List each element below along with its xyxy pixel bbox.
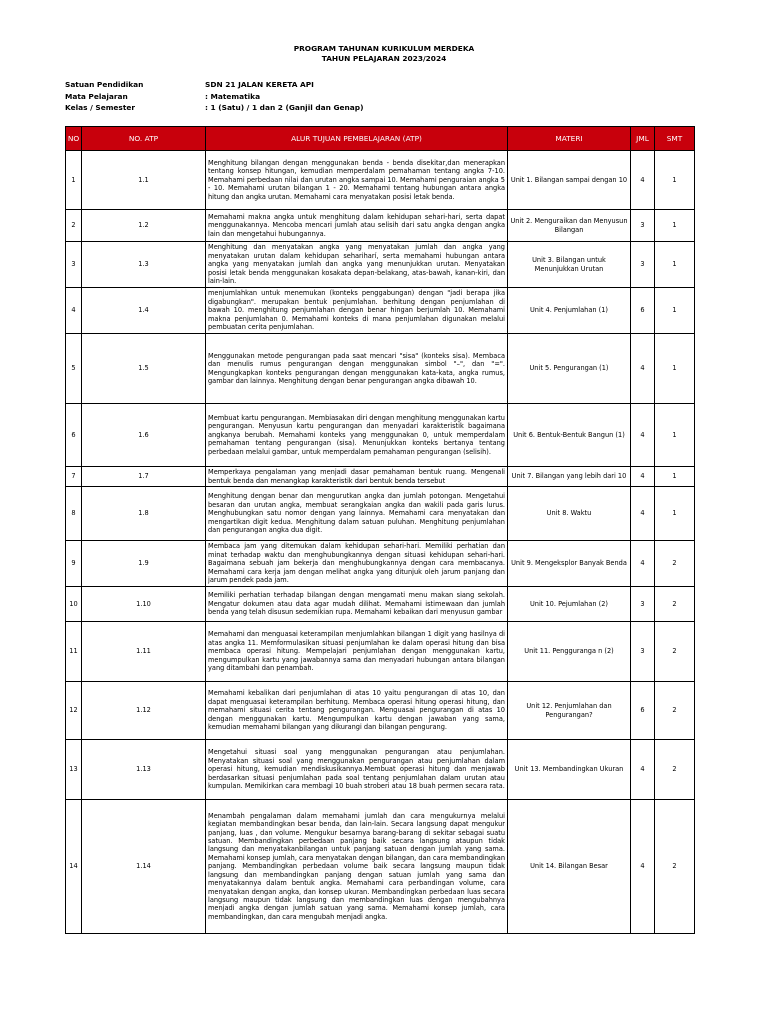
table-row bbox=[66, 740, 695, 800]
row-jml: 4 bbox=[631, 334, 655, 404]
table-header-row bbox=[66, 127, 695, 151]
row-no: 13 bbox=[66, 740, 82, 800]
row-jml: 6 bbox=[631, 682, 655, 740]
header-jml: JML bbox=[631, 127, 655, 151]
row-no: 7 bbox=[66, 467, 82, 487]
meta-value: : Matematika bbox=[205, 91, 261, 101]
row-jml: 4 bbox=[631, 541, 655, 587]
row-atp-number: 1.14 bbox=[82, 800, 206, 934]
meta-label: Mata Pelajaran bbox=[65, 91, 128, 101]
row-no: 11 bbox=[66, 622, 82, 682]
row-atp-number: 1.2 bbox=[82, 210, 206, 242]
row-alur-text bbox=[206, 587, 508, 622]
alur-text: Mengetahui situasi soal yang menggunakan pengurangan atau penjumlahan. Menyatakan situasi soal yang menggunakan pengurangan atau penjumlahan dalam operasi hitung, kemudian mendiskusikannya.Membuat operasi hitung dan menjawab berdasarkan situasi penjumlahan pada soal tentang penjumlahan dalam urutan atau kumpulan. Memikirkan cara membagi 10 buah stroberi atau 18 buah permen secara rata. bbox=[208, 748, 505, 791]
row-materi: Unit 5. Pengurangan (1) bbox=[508, 334, 631, 404]
row-atp-number: 1.4 bbox=[82, 288, 206, 334]
row-jml: 3 bbox=[631, 242, 655, 288]
row-atp-number: 1.1 bbox=[82, 151, 206, 210]
row-alur-text bbox=[206, 242, 508, 288]
meta-row-class bbox=[65, 102, 363, 114]
alur-text: Menghitung dengan benar dan mengurutkan angka dan jumlah potongan. Mengetahui besaran dan urutan angka, membuat serangkaian angka dan wakili pada garis lurus. Menghubungkan satu nomor dengan yang lainnya. Memahami cara menyatakan dan mengartikan digit kedua. Menghitung dalam satuan puluhan. Menghitung penjumlahan dan pengurangan angka dua digit. bbox=[208, 492, 505, 535]
table-row bbox=[66, 467, 695, 487]
row-smt: 1 bbox=[655, 404, 695, 467]
alur-text: Memahami kebalikan dari penjumlahan di atas 10 yaitu pengurangan di atas 10, dan dapat menguasai keterampilan berhitung. Membaca operasi hitung operasi hitung, dan memahami situasi cerita tentang pengurangan. Menguasai pengurangan di atas 10 dengan menggunakan kartu. Mengumpulkan kartu dengan jawaban yang sama, kemudian memahami bilangan yang dikurangi dan bilangan pengurang. bbox=[208, 689, 505, 732]
row-atp-number: 1.8 bbox=[82, 487, 206, 541]
row-smt: 2 bbox=[655, 541, 695, 587]
row-no: 14 bbox=[66, 800, 82, 934]
row-atp-number: 1.10 bbox=[82, 587, 206, 622]
row-materi: Unit 11. Pengguranga n (2) bbox=[508, 622, 631, 682]
row-jml: 4 bbox=[631, 151, 655, 210]
row-alur-text bbox=[206, 210, 508, 242]
doc-title: PROGRAM TAHUNAN KURIKULUM MERDEKA bbox=[293, 44, 475, 53]
alur-text: menjumlahkan untuk menemukan (konteks penggabungan) dengan "jadi berapa jika digabungkan". merupakan bentuk penjumlahan. berhitung dengan penjumlahan di bawah 10. menghitung penjumlahan dengan benar hingan berjumlah 10. Memahami makna penjumlahan 0. Memahami konteks di mana penjumlahan digunakan melalui pembuatan cerita penjumlahan. bbox=[208, 289, 505, 332]
row-materi: Unit 9. Mengeksplor Banyak Benda bbox=[508, 541, 631, 587]
table-row bbox=[66, 800, 695, 934]
row-atp-number: 1.7 bbox=[82, 467, 206, 487]
alur-text: Memiliki perhatian terhadap bilangan dengan mengamati menu makan siang sekolah. Mengatur dokumen atau data agar mudah dilihat. Memahami istimewaan dan jumlah benda yang telah disusun sedemikian rupa. Memahami kebaikan dari menyusun gambar bbox=[208, 591, 505, 617]
row-jml: 3 bbox=[631, 210, 655, 242]
row-no: 2 bbox=[66, 210, 82, 242]
row-alur-text bbox=[206, 487, 508, 541]
row-materi: Unit 8. Waktu bbox=[508, 487, 631, 541]
row-alur-text bbox=[206, 288, 508, 334]
row-no: 12 bbox=[66, 682, 82, 740]
table-row bbox=[66, 242, 695, 288]
row-materi: Unit 6. Bentuk-Bentuk Bangun (1) bbox=[508, 404, 631, 467]
row-atp-number: 1.5 bbox=[82, 334, 206, 404]
row-alur-text bbox=[206, 800, 508, 934]
row-alur-text bbox=[206, 682, 508, 740]
table-row bbox=[66, 487, 695, 541]
row-materi: Unit 13. Membandingkan Ukuran bbox=[508, 740, 631, 800]
doc-meta bbox=[65, 79, 363, 114]
row-jml: 4 bbox=[631, 487, 655, 541]
table-row bbox=[66, 404, 695, 467]
table-row bbox=[66, 151, 695, 210]
row-atp-number: 1.13 bbox=[82, 740, 206, 800]
row-atp-number: 1.9 bbox=[82, 541, 206, 587]
row-smt: 2 bbox=[655, 740, 695, 800]
table-row bbox=[66, 288, 695, 334]
row-atp-number: 1.3 bbox=[82, 242, 206, 288]
alur-text: Menggunakan metode pengurangan pada saat mencari "sisa" (konteks sisa). Membaca dan menulis rumus pengurangan dengan menggunakan simbol "–", dan "=". Mengungkapkan konteks pengurangan dengan menggunakan kata-kata, angka rumus, gambar dan lainnya. Menghitung dengan benar pengurangan angka dibawah 10. bbox=[208, 351, 505, 385]
table-row bbox=[66, 682, 695, 740]
row-jml: 3 bbox=[631, 587, 655, 622]
row-materi: Unit 12. Penjumlahan dan Pengurangan? bbox=[508, 682, 631, 740]
row-jml: 4 bbox=[631, 404, 655, 467]
row-no: 9 bbox=[66, 541, 82, 587]
row-alur-text bbox=[206, 334, 508, 404]
meta-value: SDN 21 JALAN KERETA API bbox=[205, 80, 314, 89]
row-alur-text bbox=[206, 467, 508, 487]
table-row bbox=[66, 210, 695, 242]
row-materi: Unit 3. Bilangan untuk Menunjukkan Urutan bbox=[508, 242, 631, 288]
alur-text: Memahami makna angka untuk menghitung dalam kehidupan sehari-hari, serta dapat menggunakannya. Mencoba mencari jumlah atau selisih dari satu angka dengan angka lain dan mengetahui hubungannya. bbox=[208, 212, 505, 238]
row-smt: 1 bbox=[655, 334, 695, 404]
row-materi: Unit 4. Penjumlahan (1) bbox=[508, 288, 631, 334]
meta-value: : 1 (Satu) / 1 dan 2 (Ganjil dan Genap) bbox=[205, 103, 364, 112]
row-materi: Unit 14. Bilangan Besar bbox=[508, 800, 631, 934]
row-materi: Unit 1. Bilangan sampai dengan 10 bbox=[508, 151, 631, 210]
row-jml: 4 bbox=[631, 740, 655, 800]
row-alur-text bbox=[206, 404, 508, 467]
row-materi: Unit 10. Pejumlahan (2) bbox=[508, 587, 631, 622]
meta-row-school bbox=[65, 79, 363, 91]
header-materi: MATERI bbox=[508, 127, 631, 151]
header-smt: SMT bbox=[655, 127, 695, 151]
row-smt: 1 bbox=[655, 210, 695, 242]
alur-text: Menambah pengalaman dalam memahami jumlah dan cara mengukurnya melalui kegiatan membandingkan besar benda, dan lain-lain. Secara langsung dapat mengukur panjang, luas , dan volume. Mengukur besarnya barang-barang di sekitar sebagai suatu satuan. Membandingkan perbedaan panjang baik secara langsung ataupun tidak langsung dan menyatakanbilangan untuk panjang satuan dengan jumlah yang sama. Memahami konsep jumlah, cara menyatakan dengan bilangan, dan cara membandingkan panjang. Membandingkan perbedaan volume baik secara langsung maupun tidak langsung dan membandingkan panjang dengan satuan jumlah yang sama dan menyatakannya dalam bentuk angka. Memahami cara perbandingan volume, cara menyatakan dengan angka, dan konsep ukuran. Membandingkan perbedaan luas secara langsung maupun tidak langsung dan membandingkan luas dengan mengubahnya menjadi angka dengan jumlah satuan yang sama. Memahami konsep jumlah, cara membandingkan, dan cara mengubah menjadi angka. bbox=[208, 811, 505, 921]
alur-text: Menghitung dan menyatakan angka yang menyatakan jumlah dan angka yang menyatakan urutan dalam kehidupan sehariharí, serta memahami hubungan antara angka yang menyatakan jumlah dan angka yang menunjukkan urutan. Menyatakan posisi letak benda menggunakan kosakata depan-belakang, atas-bawah, kanan-kiri, dan lain-lain. bbox=[208, 243, 505, 286]
table-row bbox=[66, 334, 695, 404]
header-alur: ALUR TUJUAN PEMBELAJARAN (ATP) bbox=[206, 127, 508, 151]
row-jml: 4 bbox=[631, 467, 655, 487]
table-row bbox=[66, 587, 695, 622]
row-materi: Unit 7. Bilangan yang lebih dari 10 bbox=[508, 467, 631, 487]
header-no: NO bbox=[66, 127, 82, 151]
table-row bbox=[66, 541, 695, 587]
row-atp-number: 1.12 bbox=[82, 682, 206, 740]
row-smt: 1 bbox=[655, 467, 695, 487]
row-no: 1 bbox=[66, 151, 82, 210]
row-no: 10 bbox=[66, 587, 82, 622]
row-materi: Unit 2. Menguraikan dan Menyusun Bilangan bbox=[508, 210, 631, 242]
meta-row-subject bbox=[65, 91, 363, 103]
atp-table bbox=[65, 126, 695, 934]
alur-text: Memperkaya pengalaman yang menjadi dasar pemahaman bentuk ruang. Mengenali bentuk benda dan menangkap karakteristik dari bentuk benda tersebut bbox=[208, 468, 505, 485]
row-smt: 1 bbox=[655, 151, 695, 210]
row-no: 3 bbox=[66, 242, 82, 288]
row-alur-text bbox=[206, 151, 508, 210]
meta-label: Satuan Pendidikan bbox=[65, 80, 144, 89]
row-no: 8 bbox=[66, 487, 82, 541]
row-no: 6 bbox=[66, 404, 82, 467]
doc-subtitle: TAHUN PELAJARAN 2023/2024 bbox=[321, 54, 447, 63]
row-smt: 2 bbox=[655, 682, 695, 740]
table-row bbox=[66, 622, 695, 682]
row-alur-text bbox=[206, 740, 508, 800]
alur-text: Menghitung bilangan dengan menggunakan benda - benda disekitar,dan menerapkan tentang konsep hitungan, kemudian memperdalam pemahaman tentang angka 7-10. Memahami perbedaan nilai dan urutan angka sampai 10. Memahami penguraian angka 5 - 10. Memahami urutan bilangan 1 - 20. Memahami tentang hubungan antara angka hitung dan angka urutan. Memahami cara menyatakan posisi letak benda. bbox=[208, 158, 505, 201]
row-smt: 1 bbox=[655, 288, 695, 334]
alur-text: Memahami dan menguasai keterampilan menjumlahkan bilangan 1 digit yang hasilnya di atas angka 11. Memformulasikan situasi penjumlahan ke dalam operasi hitung dan bisa membaca operasi hitung. Mempelajari penjumlahan dengan menggunakan kartu, mengumpulkan kartu yang jawabannya sama dan menyadari hubungan antara bilangan yang ditambahi dan penambah. bbox=[208, 630, 505, 673]
row-atp-number: 1.6 bbox=[82, 404, 206, 467]
row-jml: 4 bbox=[631, 800, 655, 934]
alur-text: Membaca jam yang ditemukan dalam kehidupan sehari-hari. Memiliki perhatian dan minat terhadap waktu dan menghubungkannya dengan situasi kehidupan sehari-hari. Bagaimana sebuah jam bekerja dan menghubungkannya dengan cara membacanya. Memahami cara kerja jam dengan melihat angka yang ditunjuk oleh jarum panjang dan jarum pendek pada jam. bbox=[208, 542, 505, 585]
alur-text: Membuat kartu pengurangan. Membiasakan diri dengan menghitung menggunakan kartu pengurangan. Menyusun kartu pengurangan dan menyadari karakteristik bagaimana angkanya berubah. Memahami konteks yang menggunakan 0, untuk memperdalam pemahaman tentang pengurangan (sisa). Menunjukkan konteks bertanya tentang perbedaan melalui gambar, untuk memperdalam pemahaman pengurangan (selisih). bbox=[208, 413, 505, 456]
row-smt: 2 bbox=[655, 800, 695, 934]
row-jml: 6 bbox=[631, 288, 655, 334]
row-smt: 1 bbox=[655, 242, 695, 288]
row-smt: 1 bbox=[655, 487, 695, 541]
row-atp-number: 1.11 bbox=[82, 622, 206, 682]
meta-label: Kelas / Semester bbox=[65, 103, 136, 112]
row-smt: 2 bbox=[655, 587, 695, 622]
row-alur-text bbox=[206, 541, 508, 587]
row-jml: 3 bbox=[631, 622, 655, 682]
row-alur-text bbox=[206, 622, 508, 682]
row-no: 4 bbox=[66, 288, 82, 334]
header-atp: NO. ATP bbox=[82, 127, 206, 151]
row-smt: 2 bbox=[655, 622, 695, 682]
row-no: 5 bbox=[66, 334, 82, 404]
